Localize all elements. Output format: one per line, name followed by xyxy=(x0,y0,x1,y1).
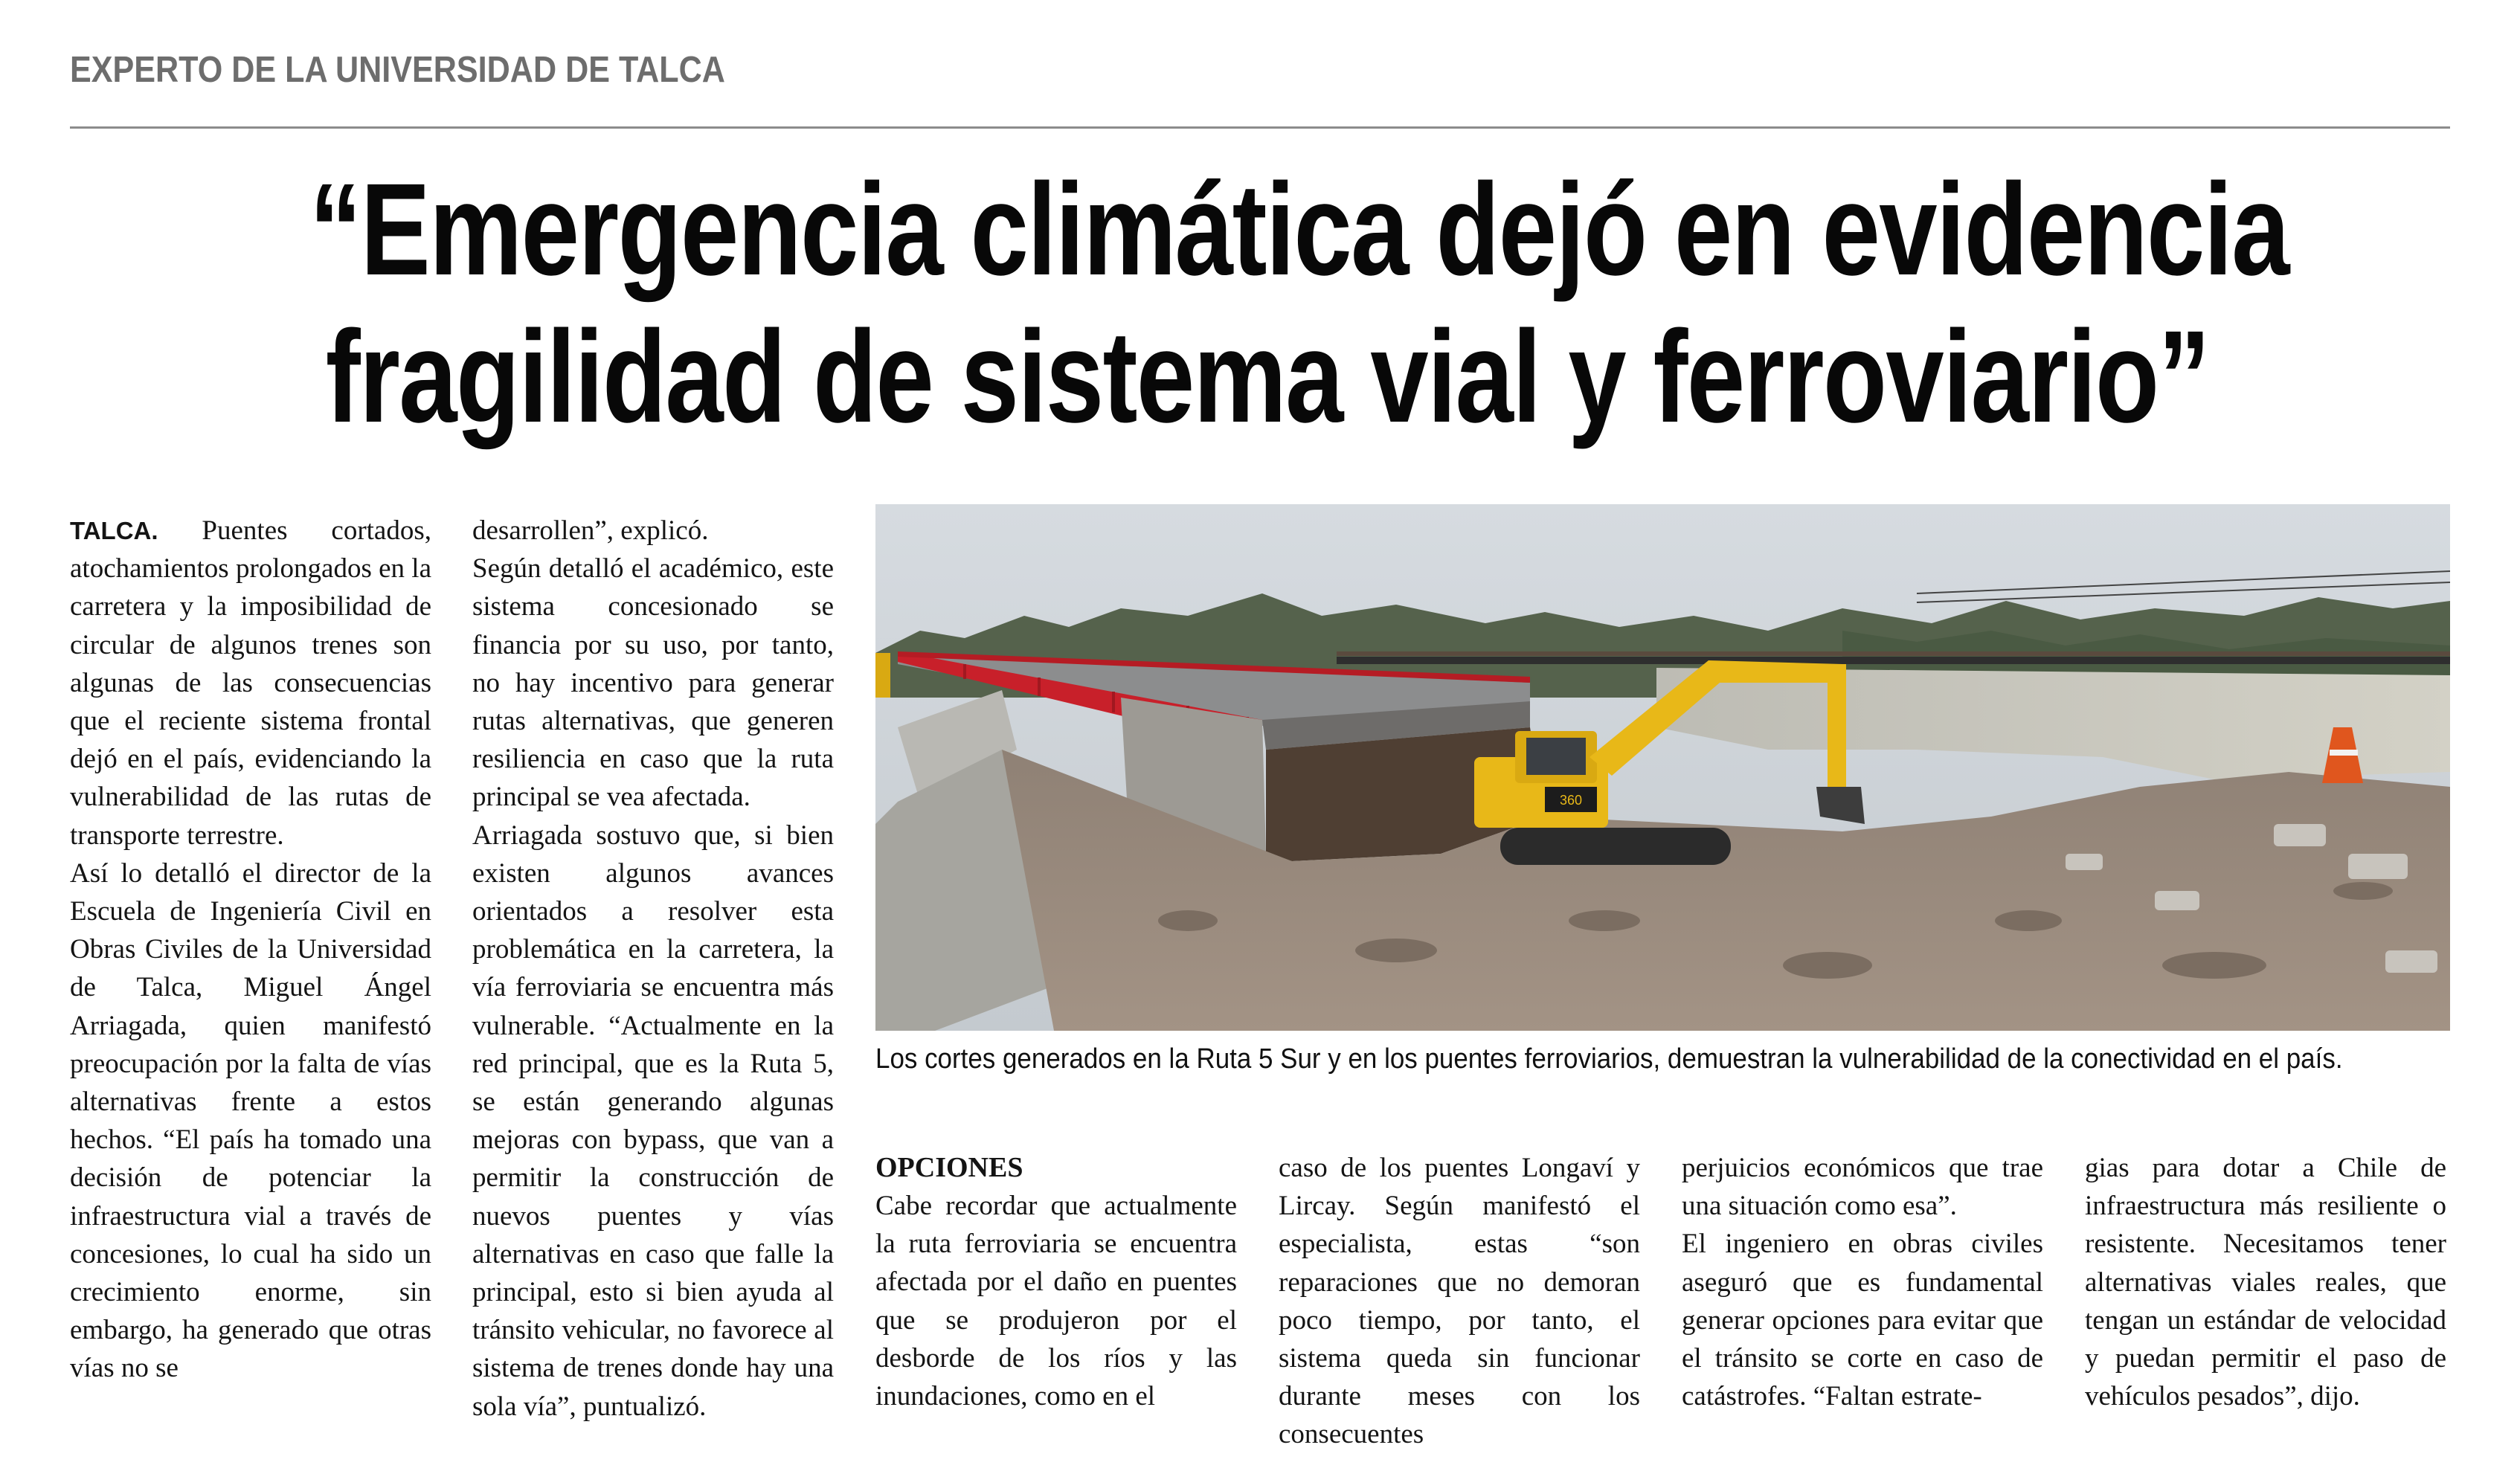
paragraph: El ingeniero en obras civiles aseguró que es fundamental generar opciones para evitar que el tránsito se corte en caso de catástrofes. “Faltan estrate- xyxy=(1682,1229,2043,1412)
article-column-6 xyxy=(2085,1149,2446,1415)
article-column-2 xyxy=(472,512,834,1426)
paragraph: desarrollen”, explicó. xyxy=(472,515,709,546)
paragraph: Cabe recordar que actualmente la ruta ferroviaria se encuentra afectada por el daño en puentes que se produjeron por el desborde de los ríos y las inundaciones, como en el xyxy=(875,1191,1237,1412)
article-column-4 xyxy=(1279,1149,1640,1454)
paragraph: Arriagada sostuvo que, si bien existen algunos avances orientados a resolver esta problemática en la carretera, la vía ferroviaria se encuentra más vulnerable. “Actualmente en la red principal, que es la Ruta 5, se están generando algunas mejoras con bypass, que van a permitir la construcción de nuevos puentes y vías alternativas en caso que falle la principal, esto si bien ayuda al tránsito vehicular, no favorece al sistema de trenes donde hay una sola vía”, puntualizó. xyxy=(472,820,834,1422)
headline xyxy=(70,156,2465,451)
paragraph: Así lo detalló el director de la Escuela de Ingeniería Civil en Obras Civiles de la Universidad de Talca, Miguel Ángel Arriagada, quien manifestó preocupación por la falta de vías alternativas frente a estos hechos. “El país ha tomado una decisión de potenciar la infraestructura vial a través de concesiones, lo cual ha sido un crecimiento enorme, sin embargo, ha generado que otras vías no se xyxy=(70,857,431,1384)
paragraph: perjuicios económicos que trae una situación como esa”. xyxy=(1682,1153,2043,1222)
paragraph: Según detalló el académico, este sistema concesionado se financia por su uso, por tanto, no hay incentivo para generar rutas alternativas, que generen resiliencia en caso que la ruta principal se vea afectada. xyxy=(472,553,834,813)
paragraph xyxy=(70,512,431,854)
dateline: TALCA. xyxy=(70,517,158,544)
headline-line-1: “Emergencia climática dejó en evidencia xyxy=(309,157,2289,303)
section-kicker: EXPERTO DE LA UNIVERSIDAD DE TALCA xyxy=(70,50,725,90)
paragraph: caso de los puentes Longaví y Lircay. Según manifestó el especialista, estas “son reparaciones que no demoran poco tiempo, por tanto, el sistema queda sin funcionar durante meses con los consecuentes xyxy=(1279,1153,1640,1450)
paragraph: gias para dotar a Chile de infraestructura más resiliente o resistente. Necesitamos tener alternativas viales reales, que tengan un estándar de velocidad y puedan permitir el paso de vehículos pesados”, dijo. xyxy=(2085,1153,2446,1412)
section-subhead: OPCIONES xyxy=(875,1152,1023,1183)
article-column-5 xyxy=(1682,1149,2043,1415)
article-column-3 xyxy=(875,1149,1237,1415)
excavator-badge: 360 xyxy=(1559,793,1583,808)
collapsed-bridge-illustration xyxy=(875,504,2450,1031)
headline-line-2: fragilidad de sistema vial y ferroviario” xyxy=(325,304,2210,450)
news-photo xyxy=(875,504,2450,1031)
photo-caption: Los cortes generados en la Ruta 5 Sur y en los puentes ferroviarios, demuestran la vulnerabilidad de la conectividad en el país. xyxy=(875,1043,2343,1075)
article-column-1 xyxy=(70,512,431,1388)
paragraph-text: Puentes cortados, atochamientos prolongados en la carretera y la imposibilidad de circular de algunos trenes son algunas de las consecuencias que el reciente sistema frontal dejó en el país, evidenciando la vulnerabilidad de las rutas de transporte terrestre. xyxy=(70,515,432,851)
header-rule xyxy=(70,126,2450,129)
